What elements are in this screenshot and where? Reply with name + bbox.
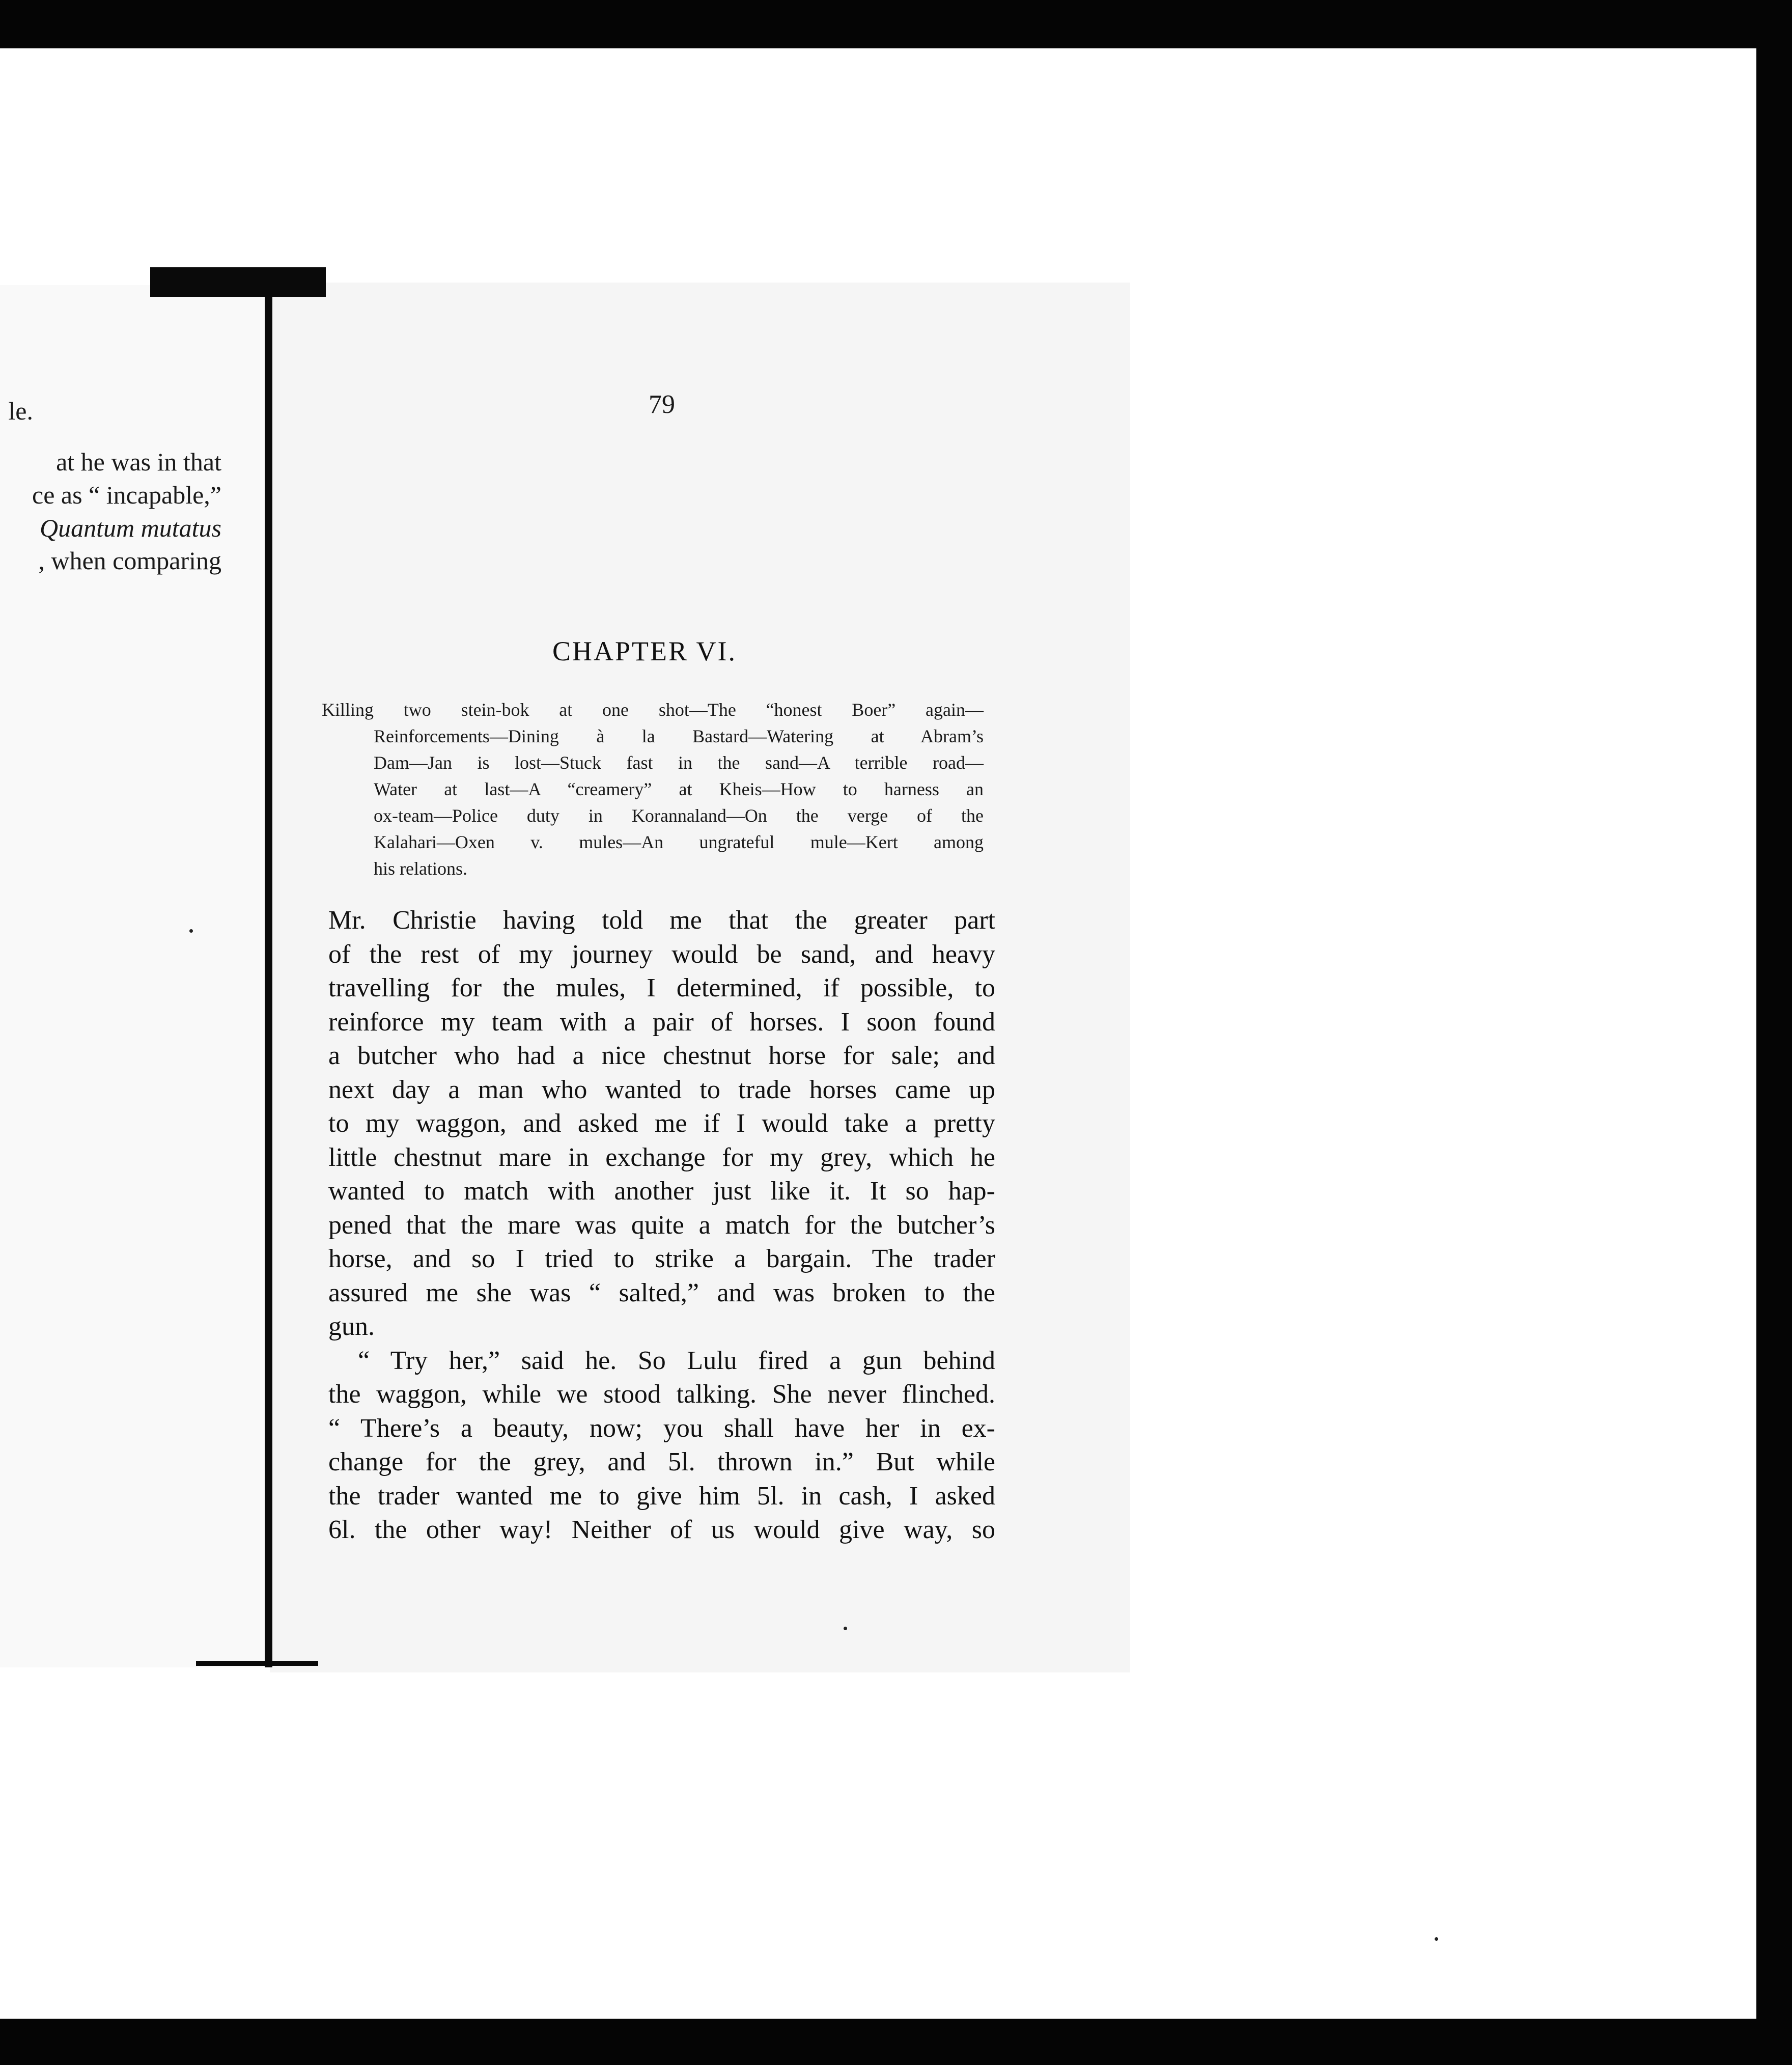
scan-border-bottom [0,2019,1792,2065]
chapter-summary [322,696,984,882]
summary-line: ox-team—Police duty in Korannaland—On the verge of the [374,805,984,826]
scan-border-right [1756,0,1792,2065]
previous-page [0,285,285,1667]
body-line: “ Try her,” said he. So Lulu fired a gun behind [358,1346,995,1375]
scan-border-top [0,0,1792,48]
body-line: gun. [328,1312,375,1341]
page-number: 79 [649,390,675,419]
binding-clip [150,267,326,297]
body-text [328,904,995,1547]
previous-page-line: le. [8,397,33,425]
body-line: assured me she was “ salted,” and was broken to the [328,1278,995,1307]
dust-speck [189,929,193,933]
previous-page-line: , when comparing [38,546,221,575]
dust-speck [1435,1937,1438,1941]
chapter-title: CHAPTER VI. [552,636,737,666]
summary-line: Reinforcements—Dining à la Bastard—Watering at Abram’s [374,726,984,746]
summary-line: Water at last—A “creamery” at Kheis—How to harness an [374,779,984,799]
body-line: pened that the mare was quite a match for the butcher’s [328,1210,995,1240]
body-line: “ There’s a beauty, now; you shall have her in ex- [328,1413,995,1443]
previous-page-line: ce as “ incapable,” [32,481,221,509]
body-line: wanted to match with another just like it. It so hap- [328,1177,995,1206]
body-line: change for the grey, and 5l. thrown in.” But while [328,1447,995,1476]
previous-page-line: Quantum mutatus [40,514,221,542]
binding-spine [265,293,272,1667]
summary-line: his relations. [374,858,467,879]
previous-page-line: at he was in that [56,448,221,476]
dust-speck [844,1627,847,1630]
summary-line: Kalahari—Oxen v. mules—An ungrateful mule—Kert among [374,832,984,852]
body-line: Mr. Christie having told me that the greater part [328,906,995,935]
summary-line: Killing two stein-bok at one shot—The “honest Boer” again— [322,700,984,720]
body-line: travelling for the mules, I determined, if possible, to [328,973,995,1002]
body-line: 6l. the other way! Neither of us would give way, so [328,1515,995,1544]
body-line: a butcher who had a nice chestnut horse for sale; and [328,1041,995,1070]
body-line: reinforce my team with a pair of horses. I soon found [328,1007,995,1037]
summary-line: Dam—Jan is lost—Stuck fast in the sand—A terrible road— [374,752,984,773]
body-line: the trader wanted me to give him 5l. in cash, I asked [328,1481,995,1511]
body-line: of the rest of my journey would be sand, and heavy [328,939,995,969]
body-line: next day a man who wanted to trade horses came up [328,1075,995,1104]
body-line: the waggon, while we stood talking. She never flinched. [328,1380,995,1409]
binding-foot [196,1661,318,1666]
body-line: horse, and so I tried to strike a bargain. The trader [328,1244,995,1273]
body-line: to my waggon, and asked me if I would take a pretty [328,1109,995,1138]
body-line: little chestnut mare in exchange for my grey, which he [328,1142,995,1172]
